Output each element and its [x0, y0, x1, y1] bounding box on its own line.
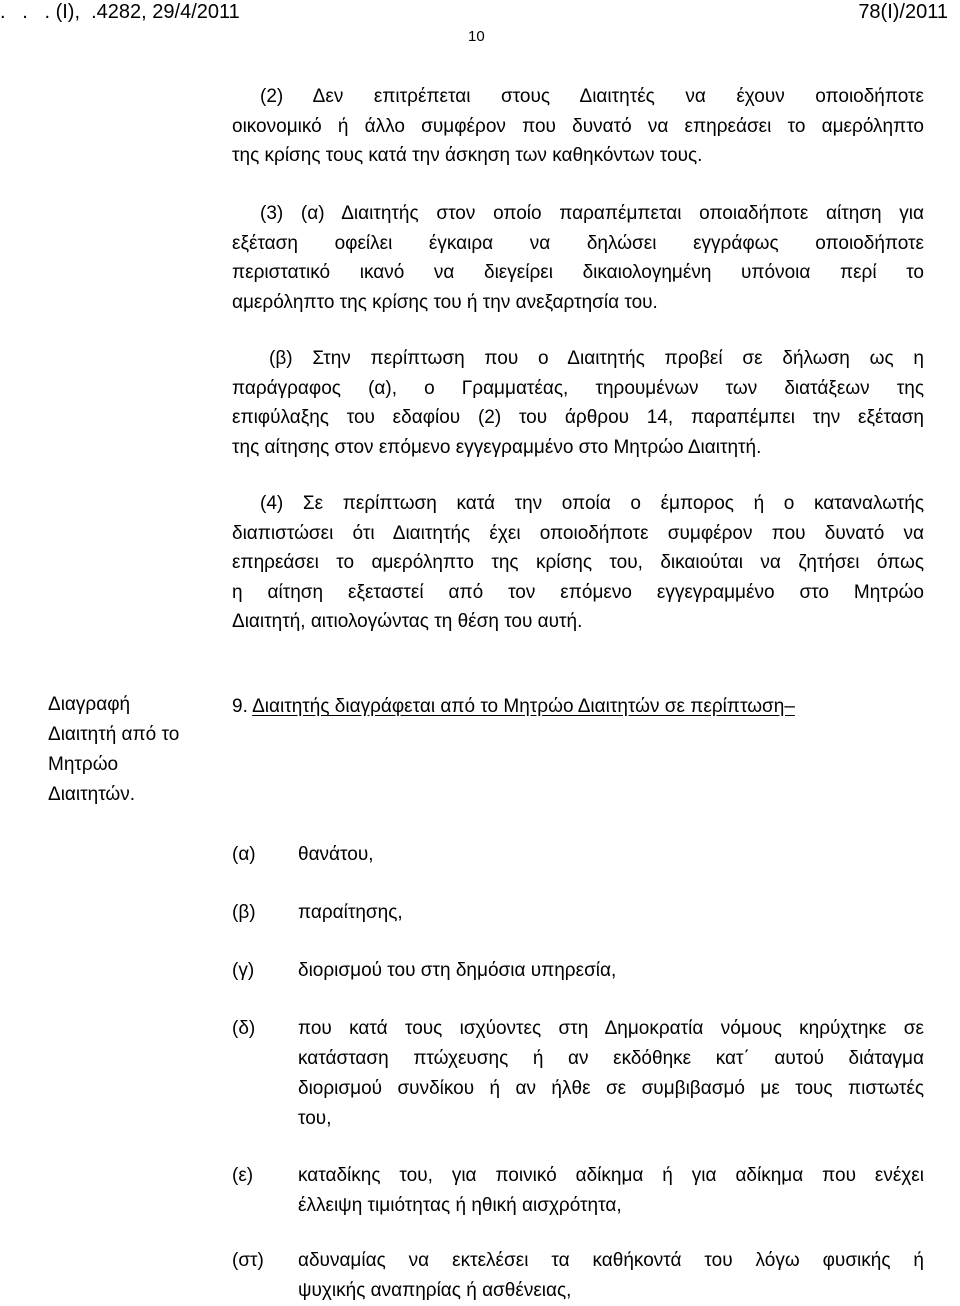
margin-note-line: Διαιτητή από το	[48, 724, 180, 745]
text-line: επηρεάσει το αμερόληπτο της κρίσης του, δικαιούται να ζητήσει όπως	[232, 552, 924, 573]
text-line: (3) (α) Διαιτητής στον οποίο παραπέμπεται οποιαδήποτε αίτηση για	[260, 203, 924, 224]
item-text	[298, 1161, 924, 1221]
paragraph-3b	[232, 344, 924, 462]
item-label: (στ)	[232, 1250, 264, 1271]
margin-note-line: Διαιτητών.	[48, 784, 136, 805]
item-line: θανάτου,	[298, 844, 374, 865]
item-line: καταδίκης του, για ποινικό αδίκημα ή για αδίκημα που ενέχει	[298, 1165, 924, 1186]
header-left: . . . (Ι), .4282, 29/4/2011	[0, 1, 240, 23]
text-line: (β) Στην περίπτωση που ο Διαιτητής προβεί σε δήλωση ως η	[269, 348, 924, 369]
item-label: (ε)	[232, 1165, 254, 1186]
text-line: επιφύλαξης του εδαφίου (2) του άρθρου 14, παραπέμπει την εξέταση	[232, 407, 924, 428]
item-text	[298, 898, 924, 928]
section-number: 9.	[232, 696, 248, 717]
item-label: (γ)	[232, 960, 255, 981]
item-line: του,	[298, 1108, 332, 1129]
item-text	[298, 1014, 924, 1134]
text-line: Διαιτητή, αιτιολογώντας τη θέση του αυτή.	[232, 611, 583, 632]
margin-note	[48, 690, 218, 810]
text-line: περιστατικό ικανό να διεγείρει δικαιολογημένη υπόνοια περί το	[232, 262, 924, 283]
item-label: (δ)	[232, 1018, 256, 1039]
item-line: διορισμού του στη δημόσια υπηρεσία,	[298, 960, 617, 981]
item-line: ψυχικής αναπηρίας ή ασθένειας,	[298, 1280, 572, 1301]
text-line: αμερόληπτο της κρίσης του ή την ανεξαρτησία του.	[232, 291, 658, 313]
item-line: διορισμού συνδίκου ή αν ήλθε σε συμβιβασμό με τους πιστωτές	[298, 1078, 924, 1099]
paragraph-2	[232, 82, 924, 171]
item-text	[298, 956, 924, 986]
text-line: (4) Σε περίπτωση κατά την οποία ο έμπορος ή ο καταναλωτής	[260, 493, 924, 514]
paragraph-4	[232, 489, 924, 637]
item-text	[298, 1246, 924, 1306]
item-line: έλλειψη τιμιότητας ή ηθική αισχρότητα,	[298, 1195, 622, 1216]
page-number: 10	[468, 28, 485, 45]
item-text	[298, 840, 924, 870]
paragraph-3a	[232, 199, 924, 317]
text-line: η αίτηση εξεταστεί από τον επόμενο εγγεγραμμένο στο Μητρώο	[232, 581, 924, 603]
item-label: (β)	[232, 902, 256, 923]
section-heading-text: Διαιτητής διαγράφεται από το Μητρώο Διαιτητών σε περίπτωση–	[252, 696, 795, 717]
text-line: (2) Δεν επιτρέπεται στους Διαιτητές να έχουν οποιοδήποτε	[260, 86, 924, 107]
text-line: της κρίσης τους κατά την άσκηση των καθηκόντων τους.	[232, 145, 703, 166]
text-line: εξέταση οφείλει έγκαιρα να δηλώσει εγγράφως οποιοδήποτε	[232, 232, 924, 254]
header-right: 78(Ι)/2011	[858, 1, 948, 23]
item-line: παραίτησης,	[298, 902, 403, 923]
margin-note-line: Μητρώο	[48, 754, 119, 775]
item-line: που κατά τους ισχύοντες στη Δημοκρατία νόμους κηρύχτηκε σε	[298, 1018, 924, 1039]
section-heading	[232, 692, 795, 722]
item-line: αδυναμίας να εκτελέσει τα καθήκοντά του λόγω φυσικής ή	[298, 1250, 924, 1271]
text-line: της αίτησης στον επόμενο εγγεγραμμένο στο Μητρώο Διαιτητή.	[232, 436, 762, 458]
margin-note-line: Διαγραφή	[48, 694, 131, 715]
item-line: κατάσταση πτώχευσης ή αν εκδόθηκε κατ΄ αυτού διάταγμα	[298, 1048, 924, 1069]
item-label: (α)	[232, 844, 256, 865]
text-line: οικονομικό ή άλλο συμφέρον που δυνατό να επηρεάσει το αμερόληπτο	[232, 115, 924, 137]
text-line: διαπιστώσει ότι Διαιτητής έχει οποιοδήποτε συμφέρον που δυνατό να	[232, 522, 924, 544]
text-line: παράγραφος (α), ο Γραμματέας, τηρουμένων των διατάξεων της	[232, 377, 924, 399]
